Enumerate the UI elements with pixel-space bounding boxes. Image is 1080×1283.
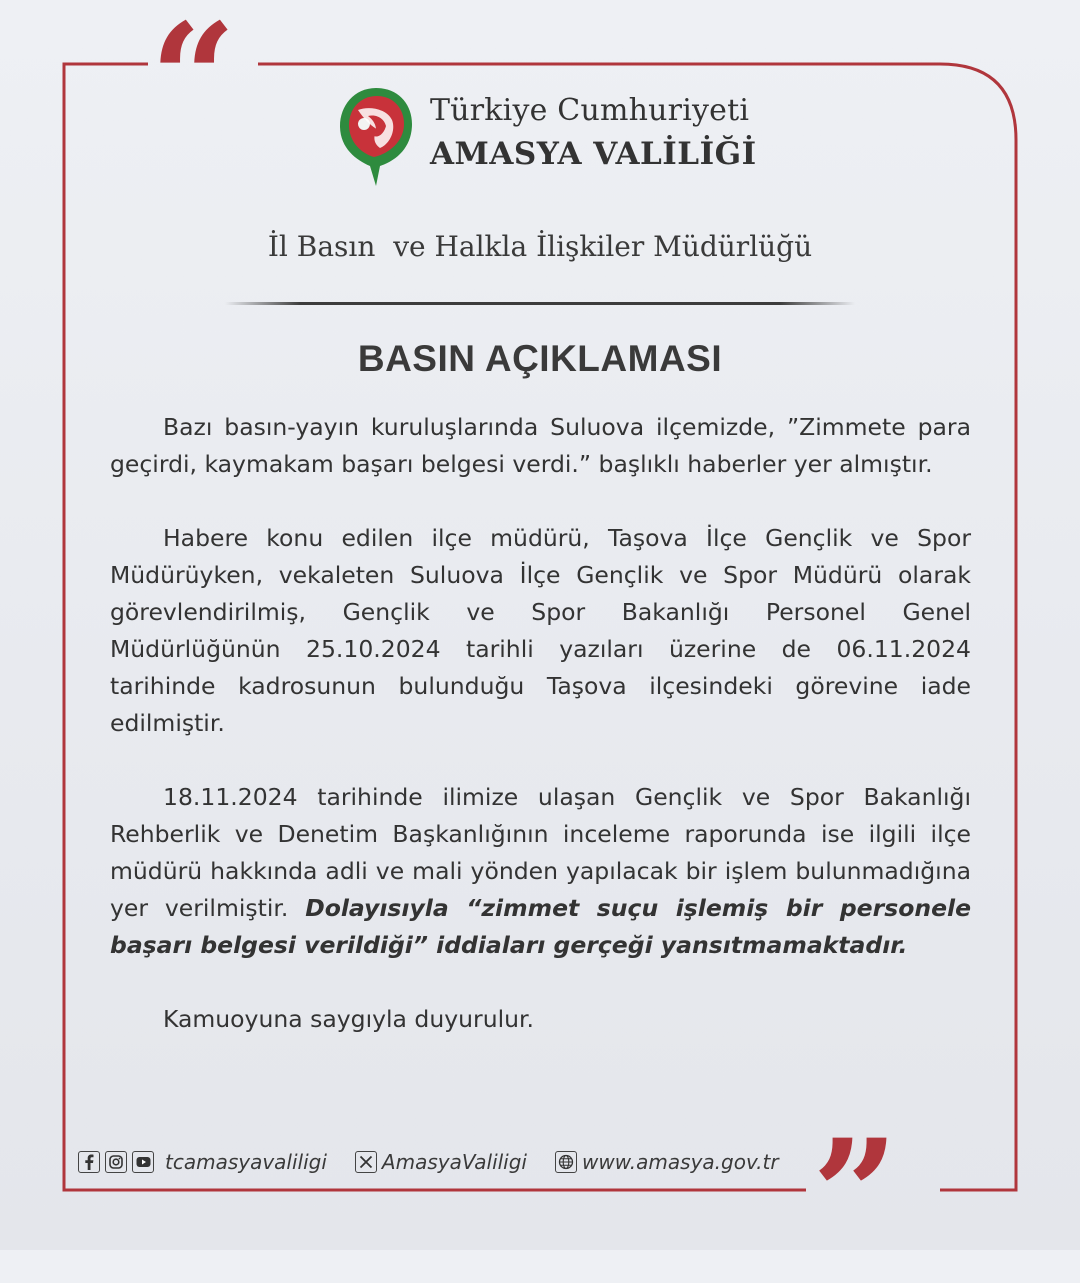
paragraph-2: Habere konu edilen ilçe müdürü, Taşova İlçe Gençlik ve Spor Müdürüyken, vekaleten Suluova İlçe Gençlik ve Spor Müdürü olarak görevlendirilmiş, Gençlik ve Spor Bakanlığı Personel Genel Müdürlüğünün 25.10.2024 tarihli yazıları üzerine de 06.11.2024 tarihinde kadrosunun bulunduğu Taşova ilçesindeki görevine iade edilmiştir. bbox=[110, 524, 971, 737]
paragraph-3-text: 18.11.2024 tarihinde ilimize ulaşan Gençlik ve Spor Bakanlığı Rehberlik ve Denetim Başkanlığının inceleme raporunda ise ilgili ilçe müdürü hakkında adli ve mali yönden yapılacak bir işlem bulunmadığına yer verilmiştir. bbox=[110, 783, 971, 922]
amasya-valiligi-logo bbox=[338, 86, 414, 188]
statement-body bbox=[110, 409, 971, 1038]
paragraph-3 bbox=[110, 779, 971, 964]
org-name-line1: Türkiye Cumhuriyeti bbox=[430, 93, 750, 128]
x-handle[interactable]: AmasyaValiligi bbox=[381, 1150, 527, 1174]
x-icon[interactable] bbox=[355, 1151, 377, 1173]
website-link[interactable]: www.amasya.gov.tr bbox=[582, 1150, 779, 1174]
instagram-icon[interactable] bbox=[105, 1151, 127, 1173]
social-handle[interactable]: tcamasyavaliligi bbox=[165, 1150, 327, 1174]
paragraph-1: Bazı basın-yayın kuruluşlarında Suluova ilçemizde, ”Zimmete para geçirdi, kaymakam başarı belgesi verdi.” başlıklı haberler yer almıştır. bbox=[110, 413, 971, 478]
close-quote-mark: ” bbox=[812, 1107, 899, 1283]
footer bbox=[78, 1145, 779, 1179]
paragraph-3-emphasis: Dolayısıyla “zimmet suçu işlemiş bir personele başarı belgesi verildiği” iddiaları gerçeği yansıtmamaktadır. bbox=[110, 894, 972, 959]
facebook-icon[interactable] bbox=[78, 1151, 100, 1173]
globe-icon[interactable] bbox=[555, 1151, 577, 1173]
page-title: BASIN AÇIKLAMASI bbox=[357, 338, 723, 379]
org-name-line2: AMASYA VALİLİĞİ bbox=[430, 136, 757, 172]
department-name: İl Basın ve Halkla İlişkiler Müdürlüğü bbox=[267, 230, 813, 263]
closing-line: Kamuoyuna saygıyla duyurulur. bbox=[163, 1005, 534, 1033]
youtube-icon[interactable] bbox=[132, 1151, 154, 1173]
header-divider bbox=[225, 302, 855, 305]
open-quote-mark: “ bbox=[150, 0, 237, 167]
